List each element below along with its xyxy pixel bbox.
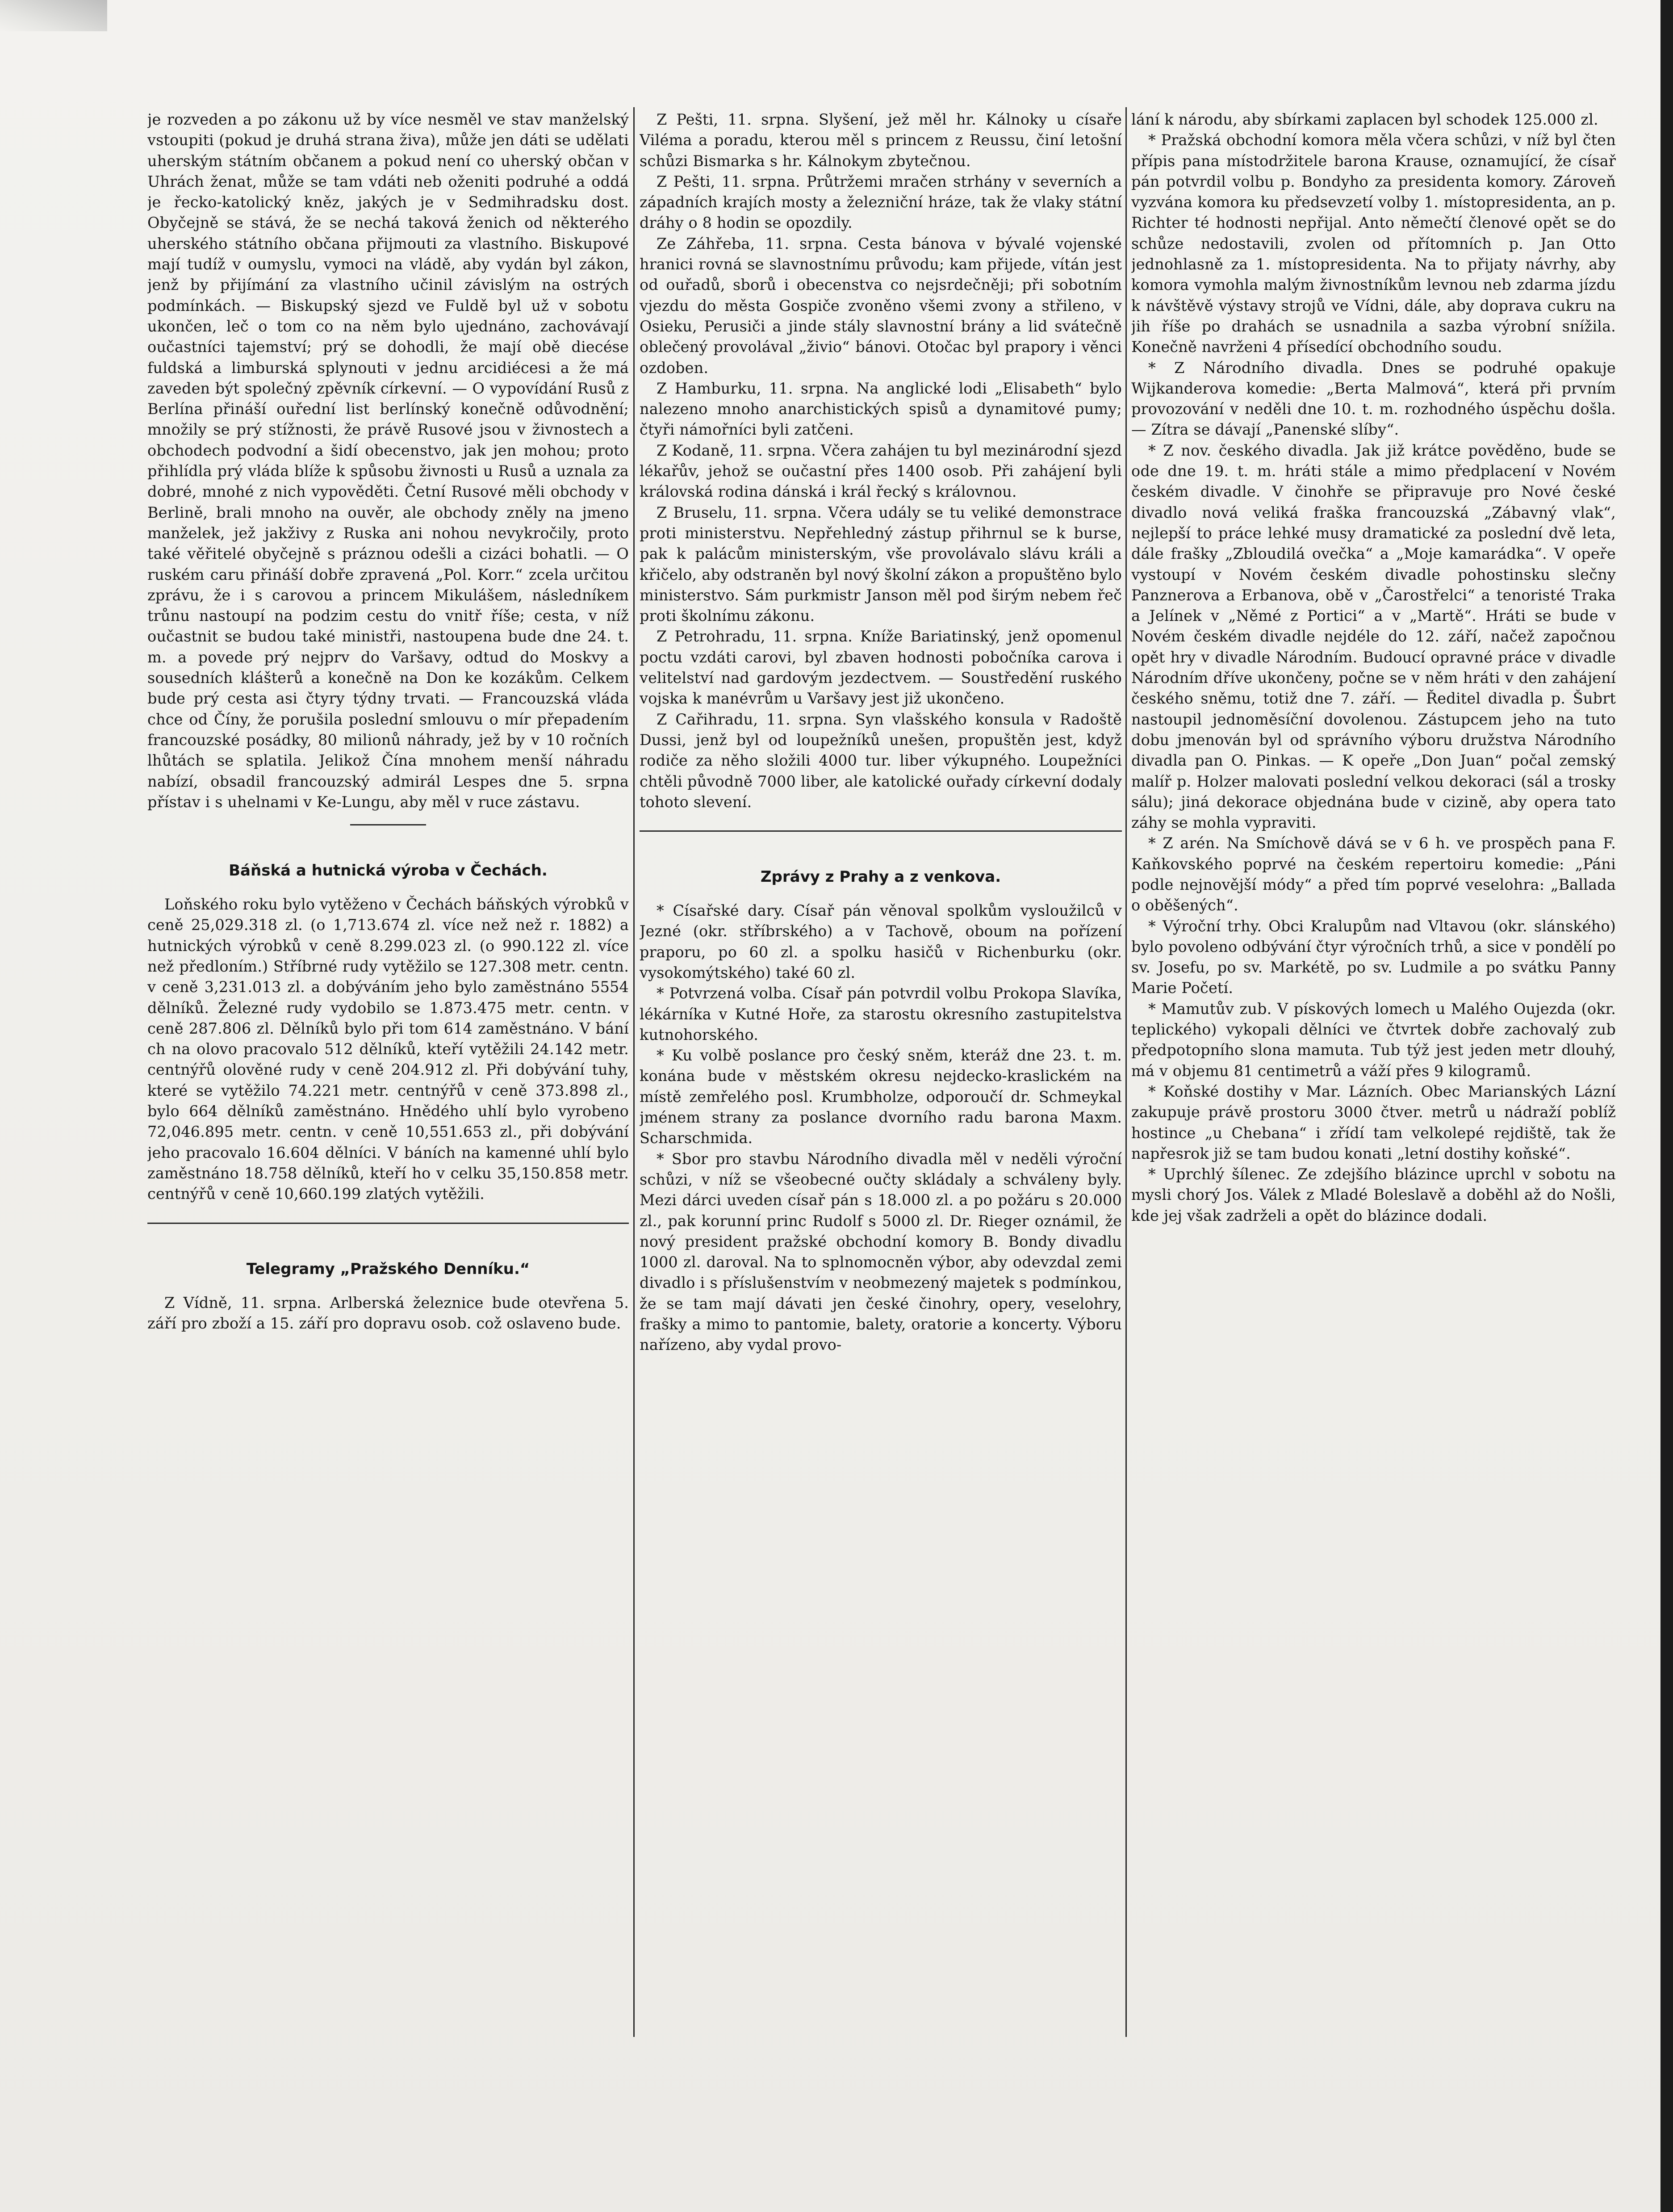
scan-edge [1660, 0, 1673, 2212]
telegram-item: Z Bruselu, 11. srpna. Včera udály se tu veliké demonstrace proti ministerstvu. Nepřehledný zástup přihrnul se k burse, pak k palácům ministerským, vše provolávalo slávu králi a křičelo, aby odstraněn byl nový školní zákon a propuštěno bylo ministerstvo. Sám purkmistr Janson měl pod širým nebem řeč proti školnímu zákonu. [640, 503, 1122, 625]
telegram-item: Z Pešti, 11. srpna. Průtržemi mračen strhány v severních a západních krajích mosty a železniční hráze, tak že vlaky státní dráhy o 8 hodin se opozdily. [640, 172, 1122, 232]
news-item: * Potvrzená volba. Císař pán potvrdil volbu Prokopa Slavíka, lékárníka v Kutné Hoře, za starostu okresního zastupitelstva kutnohorského. [640, 985, 1122, 1043]
news-item: * Z Národního divadla. Dnes se podruhé opakuje Wijkanderova komedie: „Berta Malmová“, která při prvním provozování v neděli dne 10. t. m. rozhodného úspěchu došla. — Zítra se dávají „Panenské slíby“. [1131, 359, 1616, 439]
separator-rule [147, 1223, 629, 1224]
column-1 [147, 109, 629, 1334]
news-item: * Z nov. českého divadla. Jak již krátce pověděno, bude se ode dne 19. t. m. hráti stále a mimo předplacení v Novém českém divadle. V činohře se připravuje pro Nové české divadlo nová veliká fraška francouzská „Zábavný vlak“, nejlepší to práce lehké musy dramatické za poslední dvě leta, dále frašky „Zbloudilá ovečka“ a „Moje kamarádka“. V opeře vystoupí v Novém českém divadle pohostinsku slečny Panznerova a Erbanova, obě v „Čarostřelci“ a tenoristé Traka a Jelínek v „Němé z Portici“ a v „Martě“. Hráti se bude v Novém českém divadle nejdéle do 12. září, načež započnou opět hry v divadle Národním. Budoucí opravné práce v divadle Národním dříve ukončeny, počne se v něm hráti v den zahájení českého sněmu, totiž dne 7. září. — Ředitel divadla p. Šubrt nastoupil jednoměsíční dovolenou. Zástupcem jeho na tuto dobu jmenován byl od správního výboru družstva Národního divadla pan O. Pinkas. — K opeře „Don Juan“ počal zemský malíř p. Holzer malovati poslední velkou dekoraci (sál a trosky sálu); jiná dekorace objednána bude v cizině, aby opera tato záhy se mohla vypraviti. [1131, 441, 1616, 832]
news-item: * Sbor pro stavbu Národního divadla měl v neděli výroční schůzi, v níž se všeobecné oučty skládaly a schváleny byly. Mezi dárci uveden císař pán s 18.000 zl. a po požáru s 20.000 zl., pak korunní princ Rudolf s 5000 zl. Dr. Rieger oznámil, že nový president pražské obchodní komory B. Bondy divadlu 1000 zl. daroval. Na to splnomocněn výbor, aby odevzdal zemi divadlo i s příslušenstvím v neobmezený majetek s podmínkou, že se tam mají dávati jen české činohry, opery, veselohry, frašky a mimo to pantomie, balety, oratorie a koncerty. Výboru nařízeno, aby vydal provo- [640, 1150, 1122, 1354]
telegram-item: Ze Záhřeba, 11. srpna. Cesta bánova v bývalé vojenské hranici rovná se slavnostnímu průvodu; kam přijede, vítán jest od ouřadů, sborů i obecenstva co nejsrdečněji; při sobotním vjezdu do města Gospiče zvoněno všemi zvony a střileno, v Osieku, Perusiči a jinde stály slavnostní brány a lid svátečně oblečený provolával „živio“ bánovi. Otočac byl prapory i věnci ozdoben. [640, 235, 1122, 377]
column-rule-left [633, 107, 635, 2037]
mining-article: Loňského roku bylo vytěženo v Čechách báňských výrobků v ceně 25,029.318 zl. (o 1,713.674 zl. více než než r. 1882) a hutnických výrobků v ceně 8.299.023 zl. (o 990.122 zl. více než předloním.) Stříbrné rudy vytěžilo se 127.308 metr. centn. v ceně 3,231.013 zl. a dobýváním jeho bylo zaměstnáno 5554 dělníků. Železné rudy vydobilo se 1.873.475 metr. centn. v ceně 287.806 zl. Dělníků bylo při tom 614 zaměstnáno. V bání ch na olovo pracovalo 512 dělníků, kteří vytěžili 24.142 metr. centnýřů olověné rudy v ceně 204.912 zl. Při dobývání tuhy, které se vytěžilo 74.221 metr. centnýřů v ceně 373.898 zl., bylo 664 dělníků zaměstnáno. Hnědého uhlí bylo vyrobeno 72,046.895 metr. centn. v ceně 10,551.653 zl., při dobývání jeho pracovalo 16.604 dělníci. V báních na kamenné uhlí bylo zaměstnáno 18.758 dělníků, kteří ho v celku 35,150.858 metr. centnýřů v ceně 10,660.199 zlatých vytěžili. [147, 896, 629, 1203]
telegram-item: Z Pešti, 11. srpna. Slyšení, jež měl hr. Kálnoky u císaře Viléma a poradu, kterou měl s princem z Reussu, činí letošní schůzi Bismarka s hr. Kálnokym zbytečnou. [640, 111, 1122, 170]
news-item: * Ku volbě poslance pro český sněm, kteráž dne 23. t. m. konána bude v městském okresu nejdecko-kraslickém na místě zemřelého posl. Krumbholze, odporoučí dr. Schmeykal jménem strany za poslance dvorního radu barona Maxm. Scharschmida. [640, 1047, 1122, 1147]
column-2 [640, 109, 1122, 1356]
news-item: * Výroční trhy. Obci Kralupům nad Vltavou (okr. slánského) bylo povoleno odbývání čtyr výročních trhů, a sice v pondělí po sv. Josefu, po sv. Markétě, po sv. Ludmile a po svátku Panny Marie Početí. [1131, 917, 1616, 997]
section-heading-mining: Báňská a hutnická výroba v Čechách. [229, 862, 548, 880]
news-item-continuation: lání k národu, aby sbírkami zaplacen byl schodek 125.000 zl. [1131, 111, 1598, 128]
news-item: * Císařské dary. Císař pán věnoval spolkům vysloužilců v Jezné (okr. stříbrského) a v Tachově, oboum na pořízení praporu, po 60 zl. a spolku hasičů v Richenburku (okr. vysokomýtského) také 60 zl. [640, 902, 1122, 981]
article-continuation: je rozveden a po zákonu už by více nesměl ve stav manželský vstoupiti (pokud je druhá strana živa), může jen dáti se udělati uherským státním občanem a pokud není co uherský občan v Uhrách ženat, může se tam vdáti neb oženiti podruhé a oddá je řecko-katolický kněz, jakých je v Sedmihradsku dost. Obyčejně se stává, že se nechá taková ženich od některého uherského státního občana přijmouti za vlastního. Biskupové mají tudíž v oumyslu, vymoci na vládě, aby vydán byl zákon, jenž by přijímání za vlastního učinil závislým na ostrých podmínkách. — Biskupský sjezd ve Fuldě byl už v sobotu ukončen, leč o tom co na něm bylo ujednáno, zachovávají oučastníci tajemství; prý se dohodli, že mají obě diecése fuldská a limburská splynouti v jednu arcidiécesi a že má zaveden být společný zpěvník církevní. — O vypovídání Rusů z Berlína přináší ouřední list berlínský konečně odůvodnění; množily se prý stížnosti, že právě Rusové jsou v živnostech a obchodech podvodní a šidí obecenstvo, jak jen mohou; proto přihlídla prý vláda blíže k spůsobu živnosti u Rusů a uznala za dobré, mnohé z nich vypověděti. Četní Rusové měli obchody v Berlině, brali mnoho na ouvěr, ale obchody zněly na jmeno manželek, jež jakživy z Ruska ani nohou nevykročily, proto také věřitelé obyčejně s práznou odešli a cizáci bohatli. — O ruském caru přináší dobře zpravená „Pol. Korr.“ zcela určitou zprávu, že i s carovou a princem Mikulášem, následníkem trůnu nastoupí na podzim cestu do vnitř říše; cesta, v níž oučastnit se budou také ministři, nastoupena bude dne 24. t. m. a povede prý nejprv do Varšavy, odtud do Moskvy a sousedních klášterů a konečně na Don ke kozákům. Celkem bude prý cesta asi čtyry týdny trvati. — Francouzská vláda chce od Číny, že porušila poslední smlouvu o mír přepadením francouzské posádky, 80 milionů náhrady, jež by v 10 ročních lhůtách se splatila. Jelikož Čína mnohem menší náhradu nabízí, obsadil francouzský admirál Lespes dne 5. srpna přístav i s uhelnami v Ke-Lungu, aby měl v ruce zástavu. [147, 111, 629, 811]
separator-rule [640, 830, 1122, 832]
separator-rule [350, 824, 426, 825]
news-item: * Uprchlý šílenec. Ze zdejšího blázince uprchl v sobotu na mysli chorý Jos. Válek z Mladé Boleslavě a doběhl až do Nošli, kde jej však zadrželi a opět do blázince dodali. [1131, 1165, 1616, 1224]
news-item: * Z arén. Na Smíchově dává se v 6 h. ve prospěch pana F. Kaňkovského poprvé na českém repertoiru komedie: „Páni podle nejnovější módy“ a před tím poprvé veselohra: „Ballada o oběšených“. [1131, 834, 1616, 914]
section-heading-prague: Zprávy z Prahy a z venkova. [760, 868, 1001, 886]
column-3 [1131, 109, 1616, 1226]
page-corner-fold [0, 0, 107, 31]
news-item: * Koňské dostihy v Mar. Lázních. Obec Marianských Lázní zakupuje právě prostoru 3000 čtver. metrů u nádraží poblíž hostince „u Chebana“ i zřídí tam velkolepé rejdiště, tak že napřesrok již se tam budou konati „letní dostihy koňské“. [1131, 1082, 1616, 1162]
telegram-vienna: Z Vídně, 11. srpna. Arlberská železnice bude otevřena 5. září pro zboží a 15. září pro dopravu osob. což oslaveno bude. [147, 1294, 629, 1332]
section-heading-telegrams: Telegramy „Pražského Denníku.“ [246, 1260, 530, 1278]
telegram-item: Z Hamburku, 11. srpna. Na anglické lodi „Elisabeth“ bylo nalezeno mnoho anarchistických spisů a dynamitové pumy; čtyři námořníci byli zatčeni. [640, 379, 1122, 439]
news-item: * Pražská obchodní komora měla včera schůzi, v níž byl čten přípis pana místodržitele barona Krause, oznamující, že císař pán potvrdil volbu p. Bondyho za presidenta komory. Zároveň vyzvána komora ku předsevzetí volby 1. místopresidenta, an p. Richter té hodnosti nepřijal. Anto němečtí členové opět se do schůze nedostavili, zvolen od přítomních p. Jan Otto jednohlasně za 1. místopresidenta. Na to přijaty návrhy, aby komora vymohla malým živnostníkům levnou neb zdarma jízdu k návštěvě výstavy strojů ve Vídni, dále, aby doprava cukru na jih říše po drahách se usnadnila a sazba výrobní snížila. Konečně navrženi 4 přísedící obchodního soudu. [1131, 131, 1616, 356]
telegram-item: Z Kodaně, 11. srpna. Včera zahájen tu byl mezinárodní sjezd lékařův, jehož se oučastní přes 1400 osob. Při zahájení byli královská rodina dánská i král řecký s královnou. [640, 441, 1122, 501]
telegram-item: Z Petrohradu, 11. srpna. Kníže Bariatinský, jenž opomenul poctu vzdáti carovi, byl zbaven hodnosti pobočníka carova i velitelství nad gardovým jezdectvem. — Soustředění ruského vojska k manévrům u Varšavy jest již ukončeno. [640, 628, 1122, 708]
news-item: * Mamutův zub. V pískových lomech u Malého Oujezda (okr. teplického) vykopali dělníci ve čtvrtek dobře zachovalý zub předpotopního slona mamuta. Tub týž jest jeden metr dlouhý, má v objemu 81 centimetrů a váží přes 9 kilogramů. [1131, 1000, 1616, 1080]
telegram-item: Z Cařihradu, 11. srpna. Syn vlašského konsula v Radoště Dussi, jenž byl od loupežníků unešen, propuštěn jest, když rodiče za něho složili 4000 tur. liber výkupného. Loupežníci chtěli původně 7000 liber, ale katolické ouřady církevní dodaly tohoto slevení. [640, 710, 1122, 811]
column-rule-right [1125, 107, 1127, 2037]
